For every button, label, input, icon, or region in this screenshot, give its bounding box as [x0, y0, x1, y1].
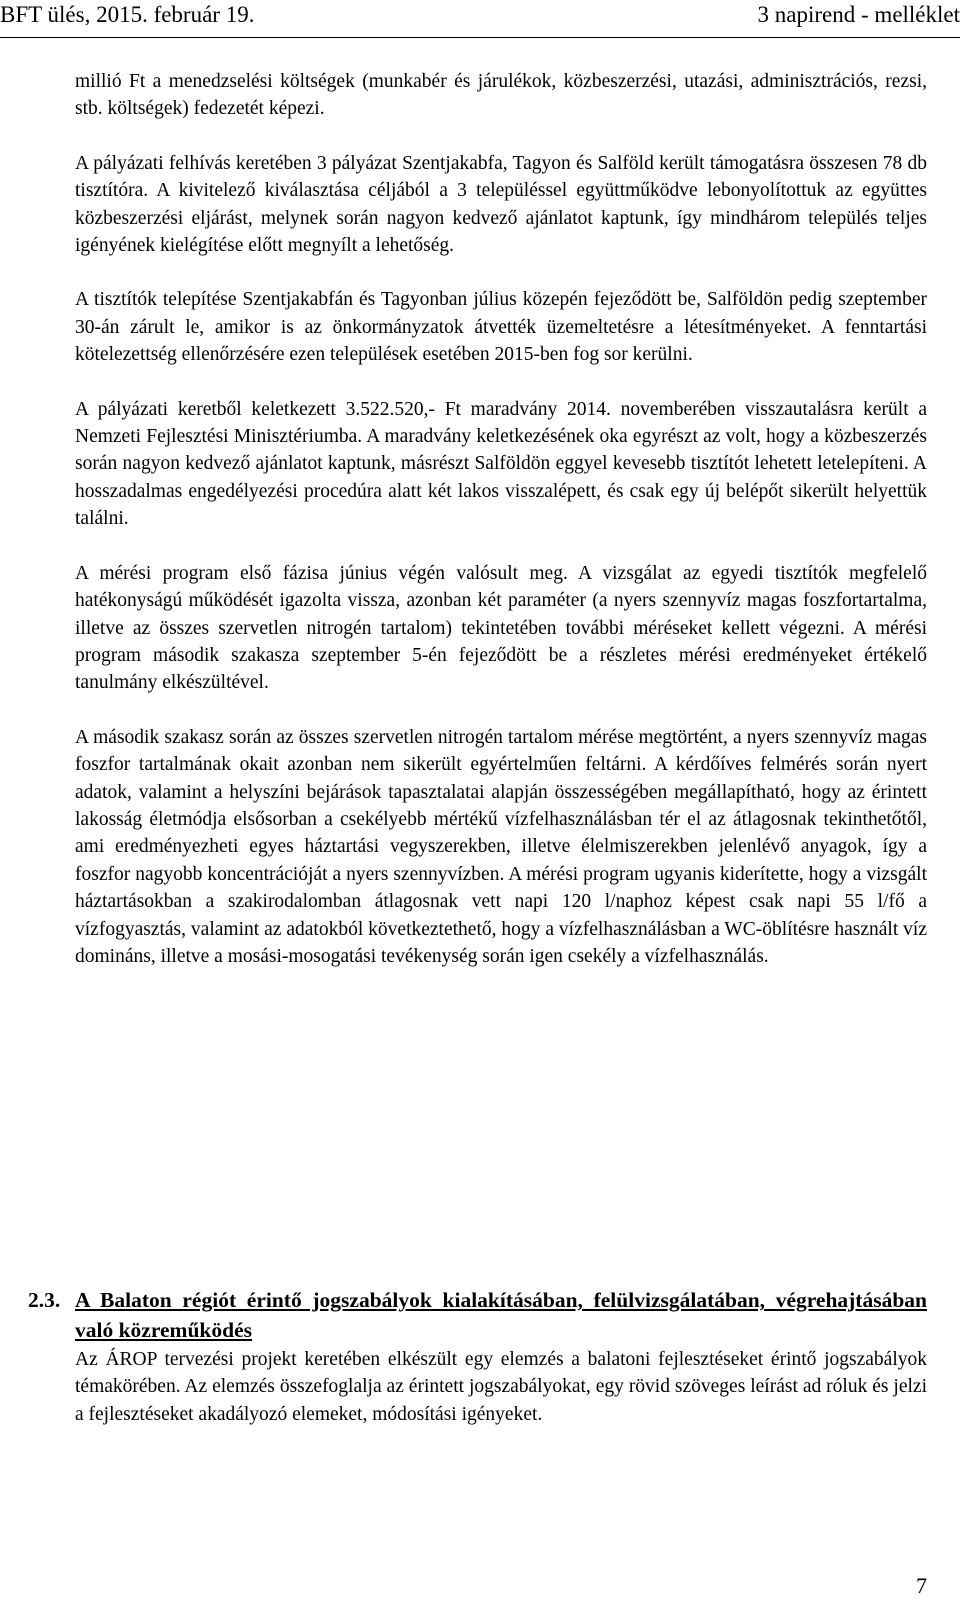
- header-agenda-label: 3 napirend - melléklet: [757, 2, 960, 27]
- paragraph-remainder: A pályázati keretből keletkezett 3.522.520,- Ft maradvány 2014. novemberében visszautalásra került a Nemzeti Fejlesztési Minisztériumba. A maradvány keletkezésének oka egyrészt az volt, hogy a közbeszerzés során nagyon kedvező ajánlatot kaptunk, másrészt Salföldön eggyel kevesebb tisztítót lehetett letelepíteni. A hosszadalmas engedélyezési procedúra alatt két lakos visszalépett, és csak egy új belépőt sikerült helyettük találni.: [75, 398, 927, 530]
- paragraph-measurement-second: A második szakasz során az összes szervetlen nitrogén tartalom mérése megtörtént, a nyers szennyvíz magas foszfor tartalmának okait azonban nem sikerült egyértelműen feltárni. A kérdőíves felmérés során nyert adatok, valamint a helyszíni bejárások tapasztalatai alapján összességében megállapítható, hogy az érintett lakosság életmódja elsősorban a csekélyebb mértékű vízfelhasználásban tér el az átlagosnak tekinthetőtől, ami eredményezheti egyes háztartási vegyszerekben, illetve élelmiszerekben jelenlévő anyagok, így a foszfor nagyobb koncentrációját a nyers szennyvízben. A mérési program ugyanis kiderítette, hogy a vizsgált háztartásokban a szakirodalomban átlagosnak vett napi 120 l/naphoz képest csak napi 55 l/fő a vízfogyasztás, valamint az adatokból következtethető, hogy a vízfelhasználásban a WC-öblítésre használt víz domináns, illetve a mosási-mosogatási tevékenység során igen csekély a vízfelhasználás.: [75, 726, 927, 967]
- header-meeting-date: BFT ülés, 2015. február 19.: [0, 2, 255, 27]
- page-header: [0, 0, 960, 38]
- paragraph-measurement-first: A mérési program első fázisa június végén valósult meg. A vizsgálat az egyedi tisztítók megfelelő hatékonyságú működését igazolta vissza, azonban két paraméter (a nyers szennyvíz magas foszfortartalma, illetve az összes szervetlen nitrogén tartalom) tekintetében további méréseket kellett végezni. A mérési program második szakasza szeptember 5-én fejeződött be a részletes mérési eredményeket értékelő tanulmány elkészültével.: [75, 562, 927, 694]
- section-title: A Balaton régiót érintő jogszabályok kialakításában, felülvizsgálatában, végrehajtásában való közreműködés: [75, 1288, 927, 1342]
- section-number: 2.3.: [28, 1288, 61, 1312]
- paragraph-tender: A pályázati felhívás keretében 3 pályázat Szentjakabfa, Tagyon és Salföld került támogatásra összesen 78 db tisztítóra. A kivitelező kiválasztása céljából a 3 településsel együttműködve lebonyolítottuk az együttes közbeszerzési eljárást, melynek során nagyon kedvező ajánlatot kaptunk, így mindhárom település teljes igényének kielégítése előtt megnyílt a lehetőség.: [75, 152, 927, 257]
- section-2-3: [28, 1285, 927, 1428]
- paragraph-costs: millió Ft a menedzselési költségek (munkabér és járulékok, közbeszerzési, utazási, adminisztrációs, rezsi, stb. költségek) fedezetét képezi.: [75, 71, 927, 120]
- document-body: [75, 68, 927, 970]
- paragraph-installation: A tisztítók telepítése Szentjakabfán és Tagyonban július közepén fejeződött be, Salföldön pedig szeptember 30-án zárult le, amikor is az önkormányzatok átvették üzemeltetésre a létesítményeket. A fenntartási kötelezettség ellenőrzésére ezen települések esetében 2015-ben fog sor kerülni.: [75, 289, 927, 366]
- page-number: 7: [916, 1573, 927, 1598]
- section-body: Az ÁROP tervezési projekt keretében elkészült egy elemzés a balatoni fejlesztéseket érintő jogszabályok témakörében. Az elemzés összefoglalja az érintett jogszabályokat, egy rövid szöveges leírást ad róluk és jelzi a fejlesztéseket akadályozó elemeket, módosítási igényeket.: [75, 1349, 927, 1425]
